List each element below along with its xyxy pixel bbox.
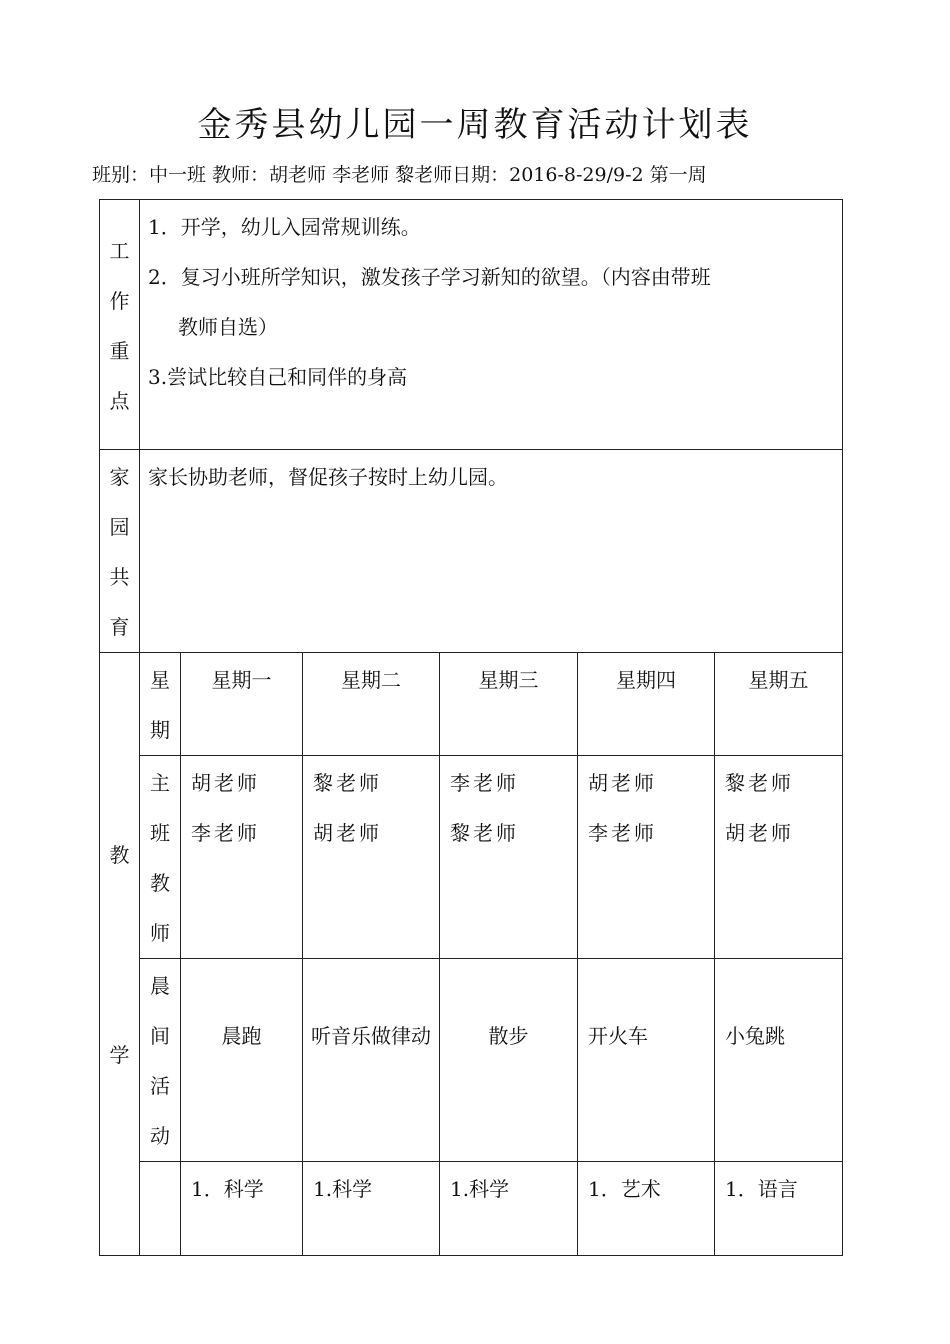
plan-table (99, 199, 843, 1256)
page-title: 金秀县幼儿园一周教育活动计划表 (197, 105, 753, 145)
weekday-mon: 星期一 (181, 653, 303, 756)
lesson-label (140, 1162, 181, 1256)
work-focus-item: 3.尝试比较自己和同伴的身高 (148, 365, 408, 389)
home-school-content (140, 450, 843, 653)
class-info: 班别：中一班 教师：胡老师 李老师 黎老师日期：2016-8-29/9-2 第一周 (92, 164, 707, 186)
morning-cell-thu: 开火车 (578, 959, 715, 1162)
morning-cell-fri: 小兔跳 (715, 959, 843, 1162)
teacher-cell-mon: 胡老师 李老师 (181, 756, 303, 959)
teacher-cell-wed: 李老师 黎老师 (440, 756, 578, 959)
weekday-row (100, 653, 843, 756)
teacher-cell-fri: 黎老师 胡老师 (715, 756, 843, 959)
teacher-cell-tue: 黎老师 胡老师 (303, 756, 440, 959)
morning-cell-mon: 晨跑 (181, 959, 303, 1162)
home-school-text: 家长协助老师，督促孩子按时上幼儿园。 (148, 465, 508, 489)
lesson-cell-tue: 1.科学 (303, 1162, 440, 1256)
home-school-label: 家 园 共 育 (100, 450, 140, 653)
weekday-fri: 星期五 (715, 653, 843, 756)
work-focus-item: 2．复习小班所学知识，激发孩子学习新知的欲望。（内容由带班 (148, 265, 711, 289)
work-focus-content (140, 200, 843, 450)
work-focus-item: 教师自选） (178, 315, 278, 339)
weekday-thu: 星期四 (578, 653, 715, 756)
teaching-label: 教 学 (100, 653, 140, 1256)
lesson-cell-fri: 1．语言 (715, 1162, 843, 1256)
teacher-row (100, 756, 843, 959)
work-focus-item: 1．开学，幼儿入园常规训练。 (148, 215, 421, 239)
morning-label: 晨 间 活 动 (140, 959, 181, 1162)
work-focus-row (100, 200, 843, 450)
teacher-cell-thu: 胡老师 李老师 (578, 756, 715, 959)
morning-row (100, 959, 843, 1162)
lesson-row (100, 1162, 843, 1256)
morning-cell-tue: 听音乐做律动 (303, 959, 440, 1162)
morning-cell-wed: 散步 (440, 959, 578, 1162)
teacher-label: 主 班 教 师 (140, 756, 181, 959)
home-school-row (100, 450, 843, 653)
lesson-cell-wed: 1.科学 (440, 1162, 578, 1256)
weekday-label: 星 期 (140, 653, 181, 756)
weekday-tue: 星期二 (303, 653, 440, 756)
work-focus-label: 工 作 重 点 (100, 200, 140, 450)
lesson-cell-thu: 1．艺术 (578, 1162, 715, 1256)
lesson-cell-mon: 1．科学 (181, 1162, 303, 1256)
weekday-wed: 星期三 (440, 653, 578, 756)
